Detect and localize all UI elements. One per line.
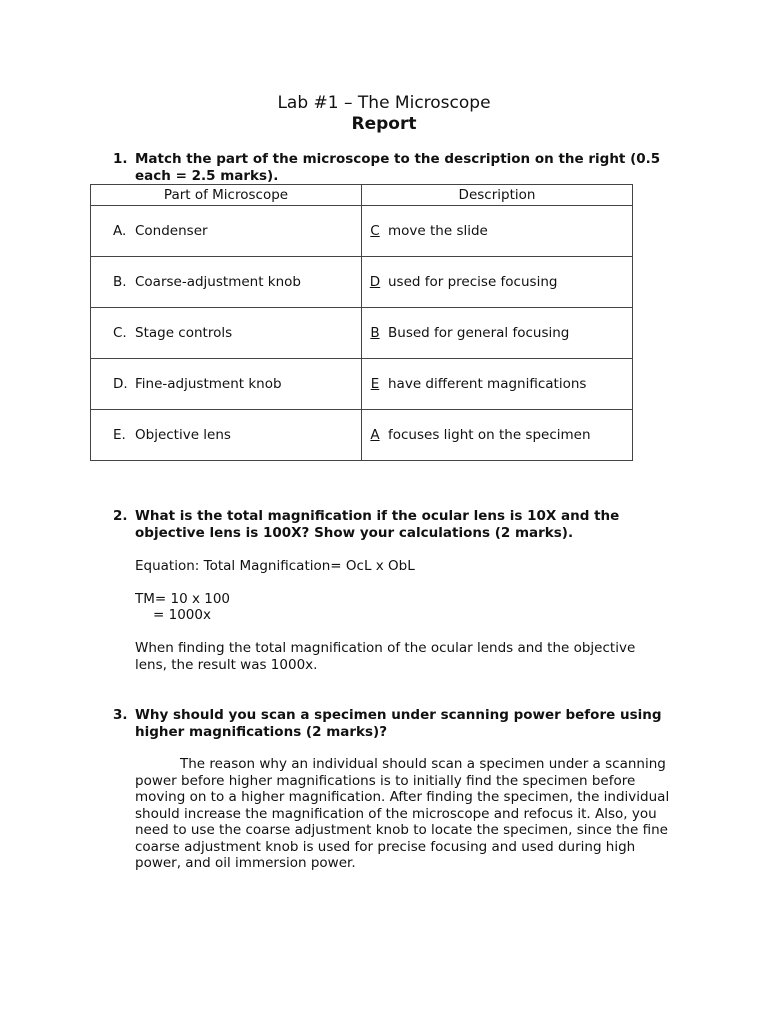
answer-blank: D <box>369 274 381 290</box>
description-cell <box>362 308 633 359</box>
answer-blank: C <box>370 223 380 239</box>
part-cell <box>91 359 362 410</box>
question-2 <box>113 508 665 542</box>
question-3 <box>113 707 695 741</box>
table-row <box>91 359 633 410</box>
description-text: used for precise focusing <box>388 274 558 290</box>
description-cell <box>362 410 633 461</box>
description-text: move the slide <box>388 223 488 239</box>
description-cell <box>362 359 633 410</box>
part-letter: A. <box>113 223 127 239</box>
part-letter: D. <box>113 376 128 392</box>
page-subtitle: Report <box>351 114 417 134</box>
description-text: Bused for general focusing <box>388 325 570 341</box>
question-2-text: What is the total magnification if the ocular lens is 10X and the objective lens is 100X? Show your calculations (2 marks). <box>135 508 620 541</box>
table-row <box>91 206 633 257</box>
part-cell <box>91 257 362 308</box>
part-name: Stage controls <box>135 325 233 341</box>
equation-text: Equation: Total Magnification= OcL x ObL <box>135 558 415 574</box>
question-2-answer: When finding the total magnification of the ocular lends and the objective lens, the result was 1000x. <box>135 640 636 673</box>
part-name: Condenser <box>135 223 208 239</box>
description-text: have different magnifications <box>388 376 587 392</box>
part-cell <box>91 410 362 461</box>
description-text: focuses light on the specimen <box>388 427 591 443</box>
part-letter: B. <box>113 274 127 290</box>
microscope-parts-table <box>90 184 633 461</box>
answer-blank: A <box>370 427 380 443</box>
question-2-number: 2. <box>113 508 128 524</box>
part-name: Objective lens <box>135 427 231 443</box>
table-row <box>91 257 633 308</box>
answer-blank: E <box>370 376 380 392</box>
part-cell <box>91 308 362 359</box>
table-row <box>91 308 633 359</box>
calculation-line-2: = 1000x <box>153 607 211 623</box>
part-letter: C. <box>113 325 127 341</box>
question-1-number: 1. <box>113 151 128 167</box>
table-header-row <box>91 185 633 206</box>
page-title: Lab #1 – The Microscope <box>277 93 491 113</box>
part-cell <box>91 206 362 257</box>
question-3-number: 3. <box>113 707 128 723</box>
description-cell <box>362 206 633 257</box>
part-name: Coarse-adjustment knob <box>135 274 301 290</box>
question-3-answer: The reason why an individual should scan a specimen under a scanning power before higher magnifications is to initially find the specimen before moving on to a higher magnification. After finding the specimen, the individual should increase the magnification of the microscope and refocus it. Also, you need to use the coarse adjustment knob to locate the specimen, since the fine coarse adjustment knob is used for precise focusing and used during high power, and oil immersion power. <box>135 756 670 871</box>
part-name: Fine-adjustment knob <box>135 376 282 392</box>
answer-blank: B <box>370 325 380 341</box>
question-1 <box>113 151 695 185</box>
part-letter: E. <box>113 427 126 443</box>
description-cell <box>362 257 633 308</box>
column-header-description: Description <box>362 185 633 206</box>
question-3-text: Why should you scan a specimen under scanning power before using higher magnifications (2 marks)? <box>135 707 662 740</box>
table-row <box>91 410 633 461</box>
calculation-line-1: TM= 10 x 100 <box>135 591 231 607</box>
column-header-part: Part of Microscope <box>91 185 362 206</box>
question-1-text: Match the part of the microscope to the description on the right (0.5 each = 2.5 marks). <box>135 151 661 184</box>
